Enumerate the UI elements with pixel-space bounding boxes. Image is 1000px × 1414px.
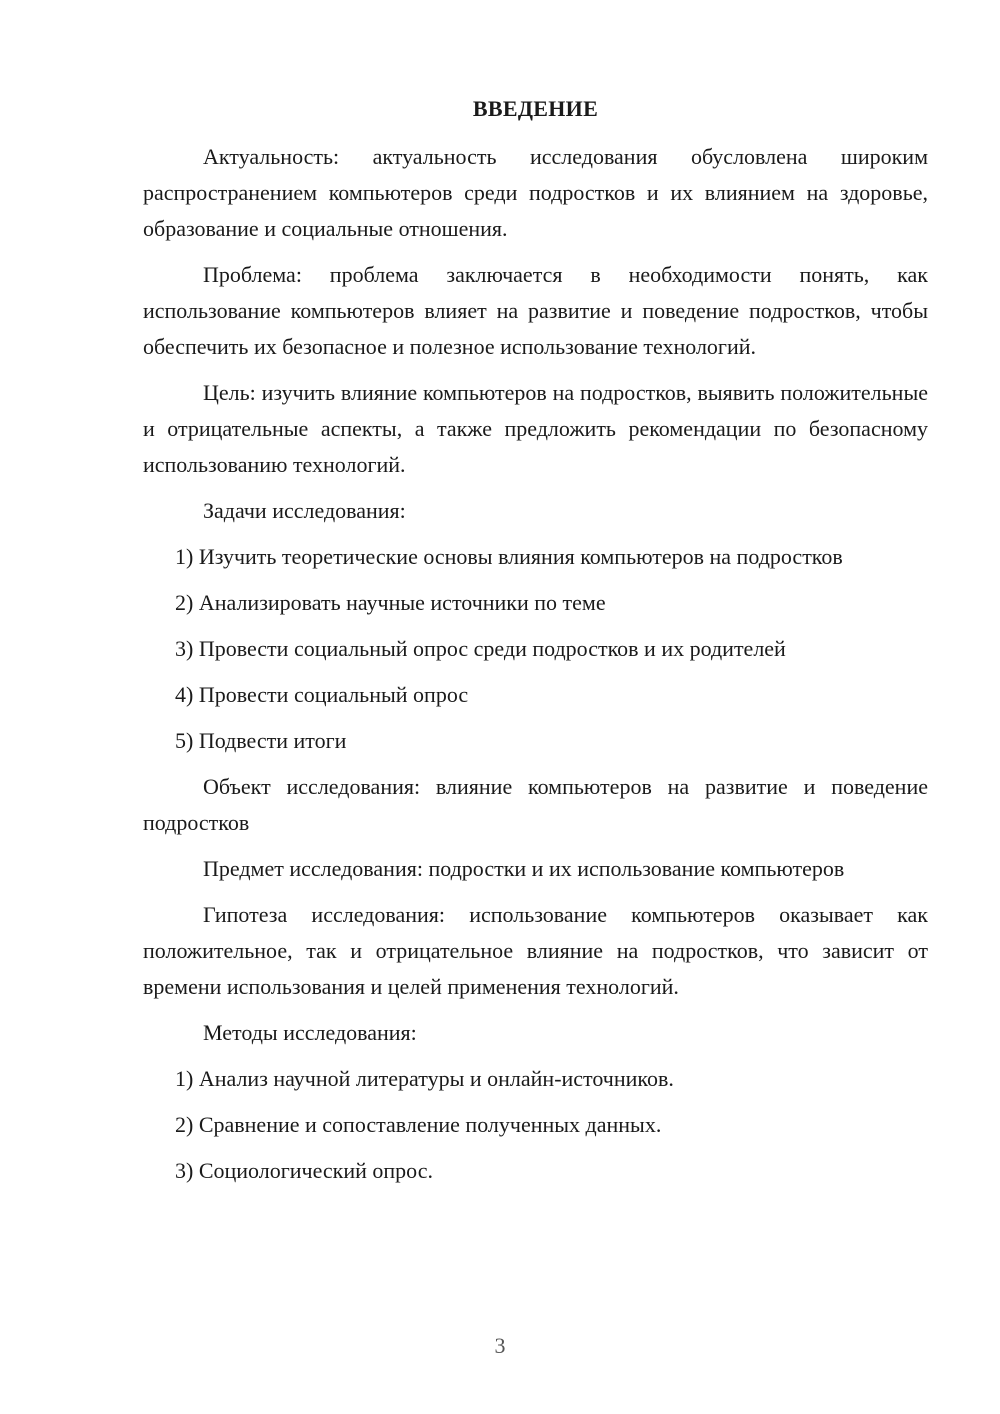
task-item-4: 4) Провести социальный опрос: [175, 682, 469, 707]
task-item-5: 5) Подвести итоги: [175, 728, 347, 753]
relevance-paragraph: Актуальность: актуальность исследования обусловлена широким распространением компьютеров среди подростков и их влиянием на здоровье, образование и социальные отношения.: [143, 144, 928, 241]
tasks-heading: Задачи исследования:: [203, 498, 406, 523]
hypothesis-paragraph: Гипотеза исследования: использование компьютеров оказывает как положительное, так и отрицательное влияние на подростков, что зависит от времени использования и целей применения технологий.: [143, 902, 928, 999]
task-item-1: 1) Изучить теоретические основы влияния компьютеров на подростков: [175, 544, 843, 569]
task-item-3: 3) Провести социальный опрос среди подростков и их родителей: [175, 636, 786, 661]
page-title: ВВЕДЕНИЕ: [472, 96, 599, 121]
task-item-2: 2) Анализировать научные источники по теме: [175, 590, 606, 615]
method-item-2: 2) Сравнение и сопоставление полученных данных.: [175, 1112, 662, 1137]
method-item-1: 1) Анализ научной литературы и онлайн-источников.: [175, 1066, 674, 1091]
page-number: 3: [494, 1333, 506, 1358]
problem-paragraph: Проблема: проблема заключается в необходимости понять, как использование компьютеров влияет на развитие и поведение подростков, чтобы обеспечить их безопасное и полезное использование технологий.: [143, 262, 928, 359]
goal-paragraph: Цель: изучить влияние компьютеров на подростков, выявить положительные и отрицательные аспекты, а также предложить рекомендации по безопасному использованию технологий.: [143, 380, 928, 477]
methods-heading: Методы исследования:: [203, 1020, 417, 1045]
subject-paragraph: Предмет исследования: подростки и их использование компьютеров: [203, 856, 845, 881]
document-page: [143, 95, 928, 1199]
method-item-3: 3) Социологический опрос.: [175, 1158, 433, 1183]
object-paragraph: Объект исследования: влияние компьютеров на развитие и поведение подростков: [143, 774, 928, 835]
